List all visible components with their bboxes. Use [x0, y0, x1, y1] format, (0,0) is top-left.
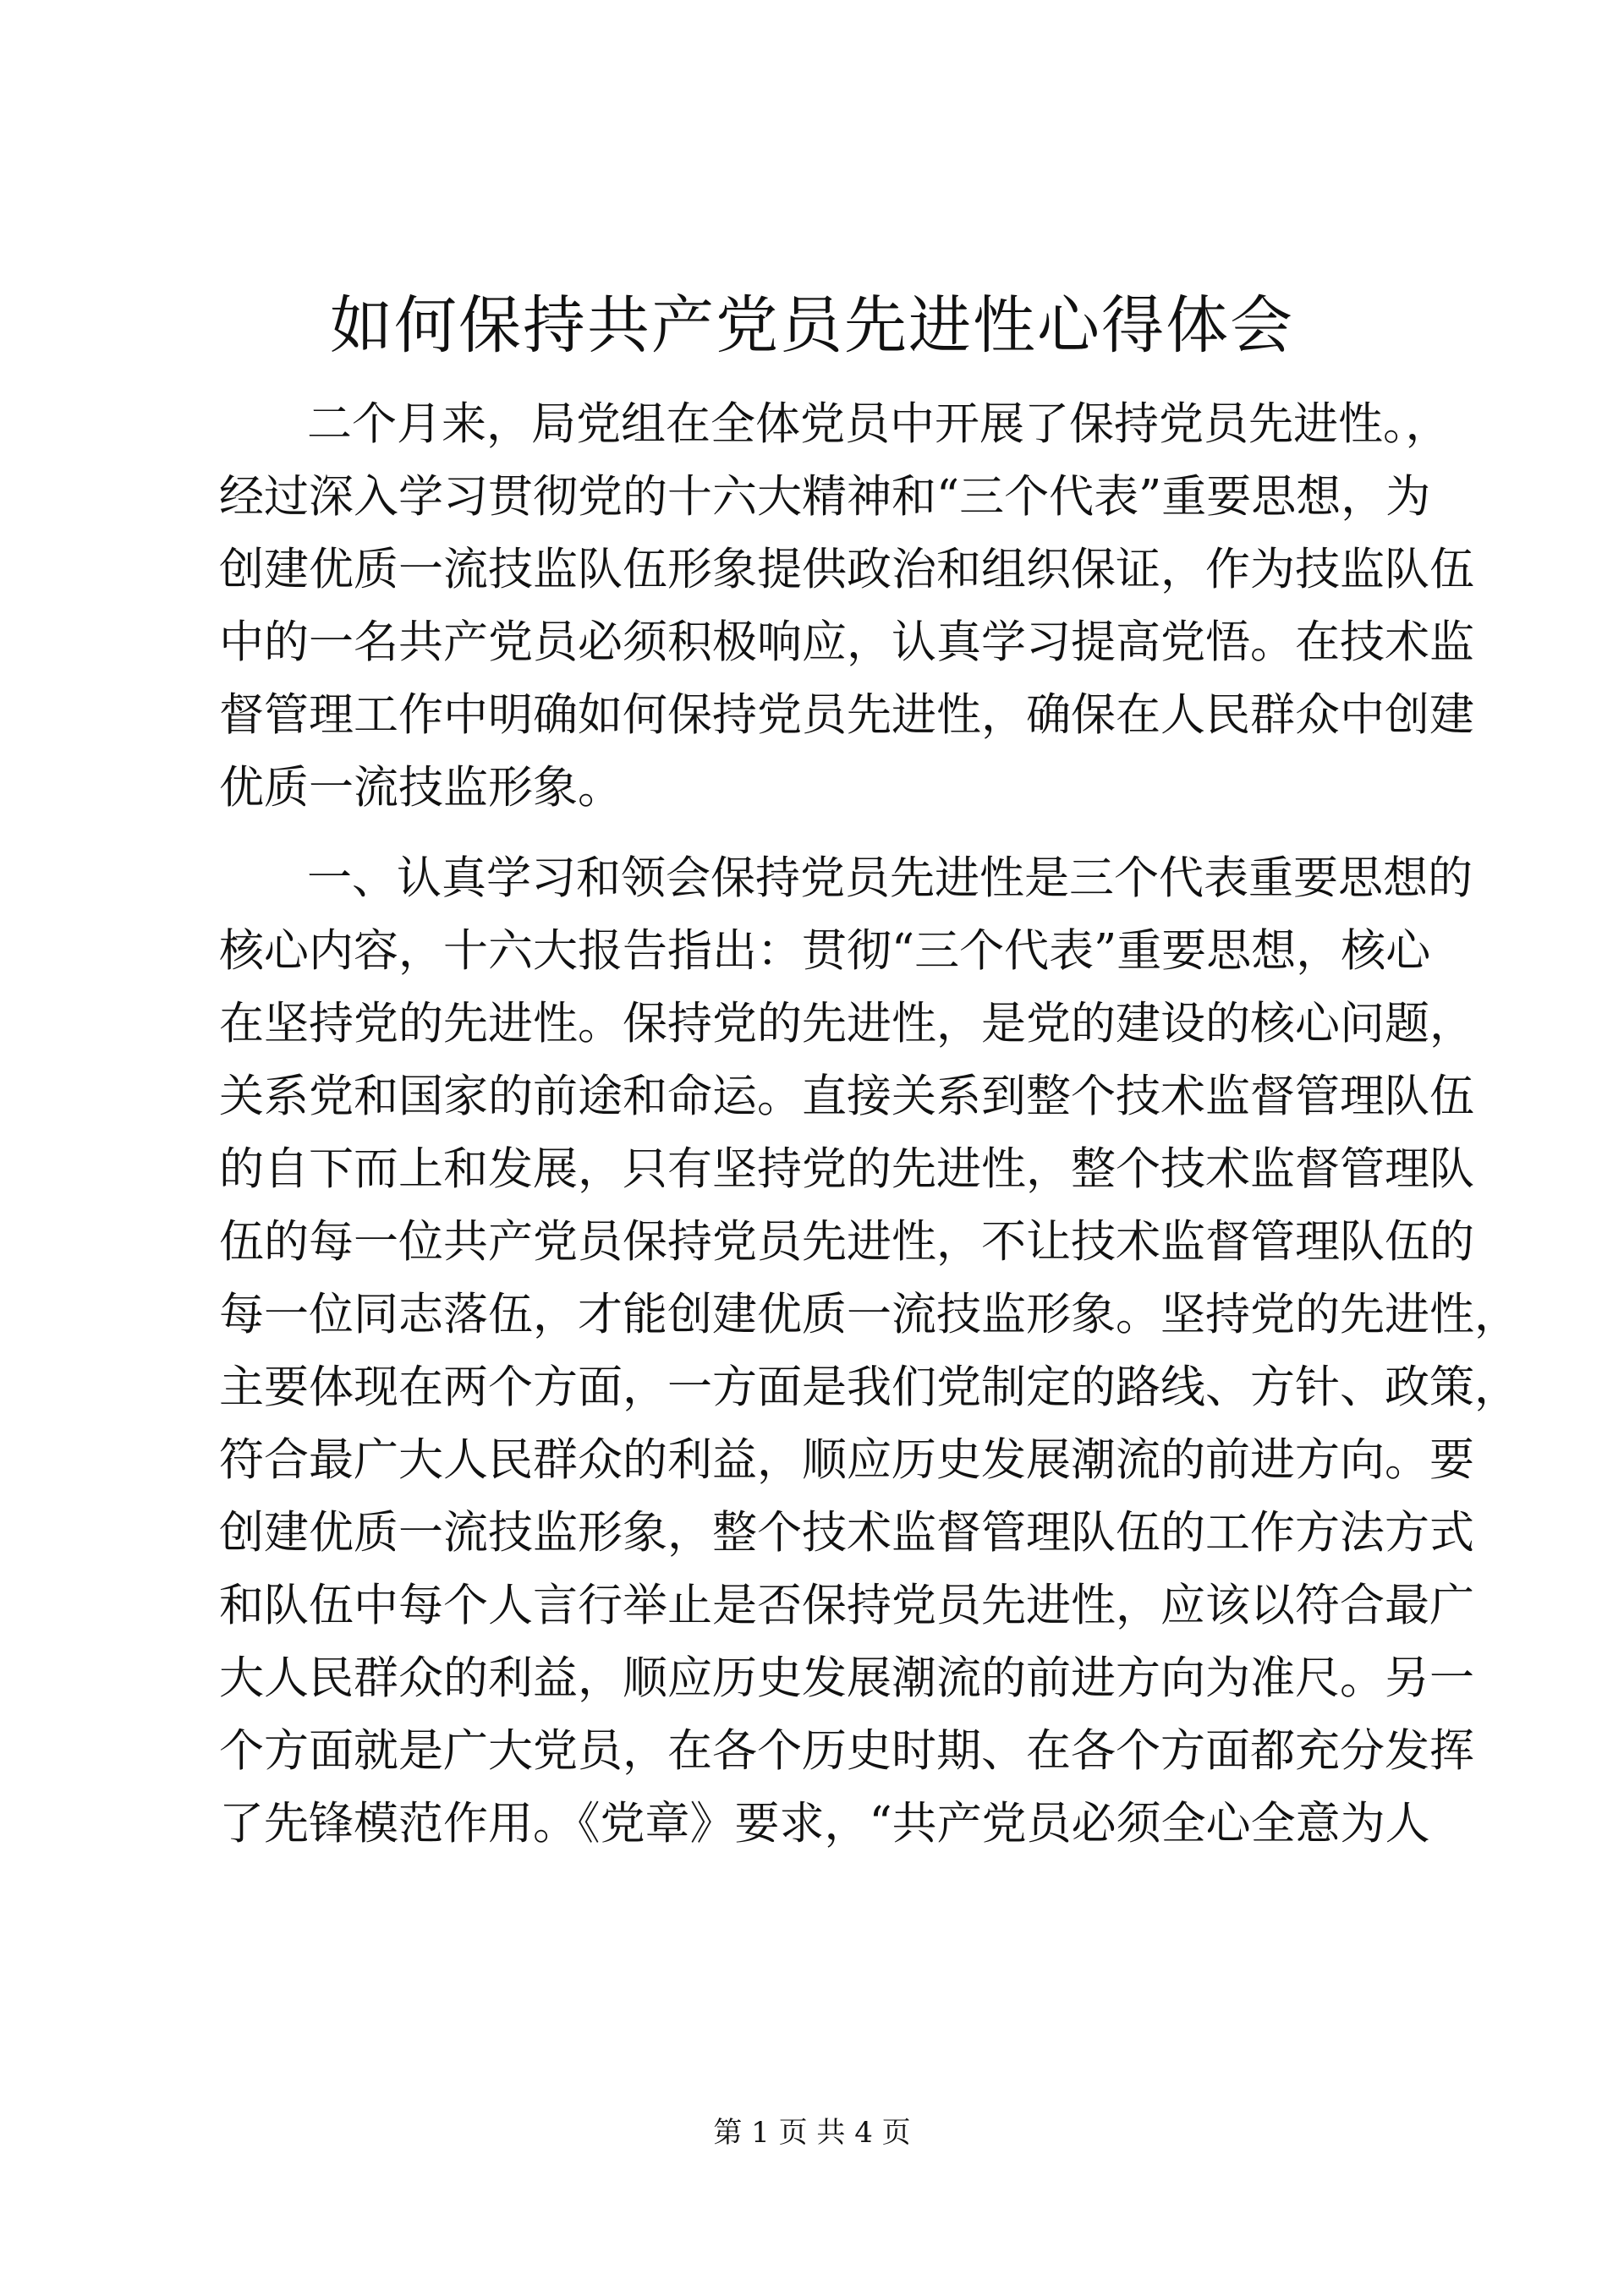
paragraph-line: 和队伍中每个人言行举止是否保持党员先进性，应该以符合最广 — [219, 1580, 1474, 1631]
paragraph-line: 在坚持党的先进性。保持党的先进性，是党的建设的核心问题， — [219, 998, 1474, 1049]
paragraph-line: 大人民群众的利益，顺应历史发展潮流的前进方向为准尺。另一 — [219, 1652, 1474, 1704]
paragraph-line: 一、认真学习和领会保持党员先进性是三个代表重要思想的 — [307, 852, 1473, 904]
paragraph-line: 主要体现在两个方面，一方面是我们党制定的路线、方针、政策， — [219, 1362, 1519, 1413]
paragraph-line: 了先锋模范作用。《党章》要求，“共产党员必须全心全意为人 — [219, 1798, 1430, 1849]
page-footer: 第 1 页 共 4 页 — [713, 2116, 911, 2150]
paragraph-line: 督管理工作中明确如何保持党员先进性，确保在人民群众中创建 — [219, 689, 1474, 741]
paragraph-line: 个方面就是广大党员，在各个历史时期、在各个方面都充分发挥 — [219, 1725, 1474, 1777]
document-title: 如何保持共产党员先进性心得体会 — [330, 289, 1294, 362]
paragraph-line: 每一位同志落伍，才能创建优质一流技监形象。坚持党的先进性， — [219, 1289, 1519, 1340]
paragraph-line: 关系党和国家的前途和命运。直接关系到整个技术监督管理队伍 — [219, 1071, 1474, 1122]
paragraph-line: 符合最广大人民群众的利益，顺应历史发展潮流的前进方向。要 — [219, 1434, 1474, 1486]
paragraph-line: 优质一流技监形象。 — [219, 762, 623, 814]
paragraph-line: 伍的每一位共产党员保持党员先进性，不让技术监督管理队伍的 — [219, 1216, 1474, 1268]
paragraph-line: 经过深入学习贯彻党的十六大精神和“三个代表”重要思想，为 — [219, 471, 1431, 523]
paragraph-line: 中的一名共产党员必须积极响应，认真学习提高党悟。在技术监 — [219, 616, 1474, 668]
paragraph-line: 二个月来，局党组在全体党员中开展了保持党员先进性。， — [307, 398, 1451, 450]
paragraph-line: 的自下而上和发展，只有坚持党的先进性，整个技术监督管理队 — [219, 1143, 1474, 1195]
paragraph-line: 创建优质一流技监队伍形象提供政治和组织保证，作为技监队伍 — [219, 544, 1474, 595]
paragraph-line: 核心内容，十六大报告指出：贯彻“三个代表”重要思想，核心 — [219, 925, 1431, 977]
paragraph-line: 创建优质一流技监形象，整个技术监督管理队伍的工作方法方式 — [219, 1507, 1474, 1559]
